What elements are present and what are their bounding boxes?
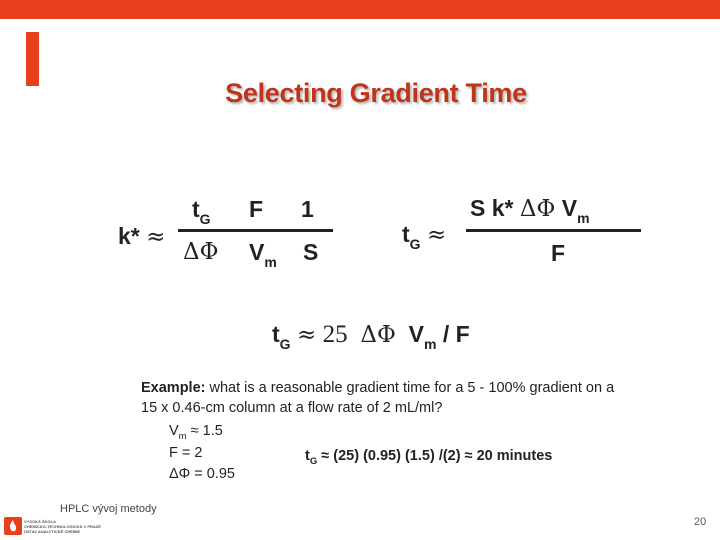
eq1-den-V: V (249, 239, 265, 265)
eq3-t: t (272, 321, 280, 347)
university-logo-icon (4, 517, 22, 535)
eq1-num-t: t (192, 196, 200, 222)
example-f-value: F = 2 (169, 445, 203, 461)
eq2-fraction-bar (466, 229, 641, 232)
eq3-tail: / F (442, 321, 470, 347)
logo-line-1: VYSOKÁ ŠKOLA (24, 519, 57, 524)
example-vm-V: V (169, 423, 179, 439)
eq1-num-1: 1 (301, 196, 314, 222)
eq1-fraction-bar (178, 229, 333, 232)
example-vm-value: ≈ 1.5 (190, 423, 223, 439)
eq1-den-S: S (303, 239, 319, 265)
eq2-num-V: V (561, 195, 578, 221)
eq3-coef: 25 (322, 321, 348, 348)
eq2-lhs-t-sub: G (409, 236, 421, 252)
eq2-lhs-t: t (402, 221, 410, 247)
eq1-num-F: F (249, 196, 264, 222)
equation-t-g-approx (272, 321, 470, 352)
slide-title: Selecting Gradient Time (225, 78, 527, 108)
eq3-delta-phi: ΔΦ (360, 322, 396, 348)
example-calc-result: ≈ (25) (0.95) (1.5) /(2) ≈ 20 minutes (321, 448, 553, 464)
eq2-num-delta-phi: ΔΦ (519, 196, 556, 222)
eq3-V-sub: m (424, 336, 437, 352)
eq1-den-V-sub: m (264, 254, 277, 270)
example-question-line2: 15 x 0.46-cm column at a flow rate of 2 mL/ml? (141, 400, 443, 416)
example-delta-phi-value: ΔΦ = 0.95 (169, 466, 236, 482)
example-question-line1: what is a reasonable gradient time for a 5 - 100% gradient on a (209, 380, 615, 396)
eq1-den-delta-phi: ΔΦ (183, 239, 219, 265)
top-accent-bar (0, 0, 720, 19)
eq3-V: V (408, 321, 424, 347)
logo-line-3: ÚSTAV ANALYTICKÉ CHEMIE (24, 529, 81, 534)
page-number: 20 (694, 516, 707, 528)
eq1-lhs: k* (118, 223, 140, 249)
eq1-approx: ≈ (146, 224, 166, 250)
eq3-approx: ≈ (296, 322, 317, 348)
eq1-num-t-sub: G (199, 211, 211, 227)
eq2-num-text: S k* (470, 195, 514, 221)
example-calc-t: t (305, 448, 310, 464)
footer-course-title: HPLC vývoj metody (60, 503, 157, 515)
eq2-approx: ≈ (426, 222, 447, 248)
logo-line-2: CHEMICKO-TECHNOLOGICKÁ V PRAZE (24, 524, 101, 529)
university-logo-text (24, 519, 101, 534)
eq3-t-sub: G (279, 336, 291, 352)
example-calc-sub: G (309, 456, 318, 467)
eq2-den: F (551, 240, 566, 266)
example-label: Example: (141, 380, 206, 396)
example-vm-sub: m (178, 431, 187, 442)
eq2-num-V-sub: m (577, 210, 590, 226)
